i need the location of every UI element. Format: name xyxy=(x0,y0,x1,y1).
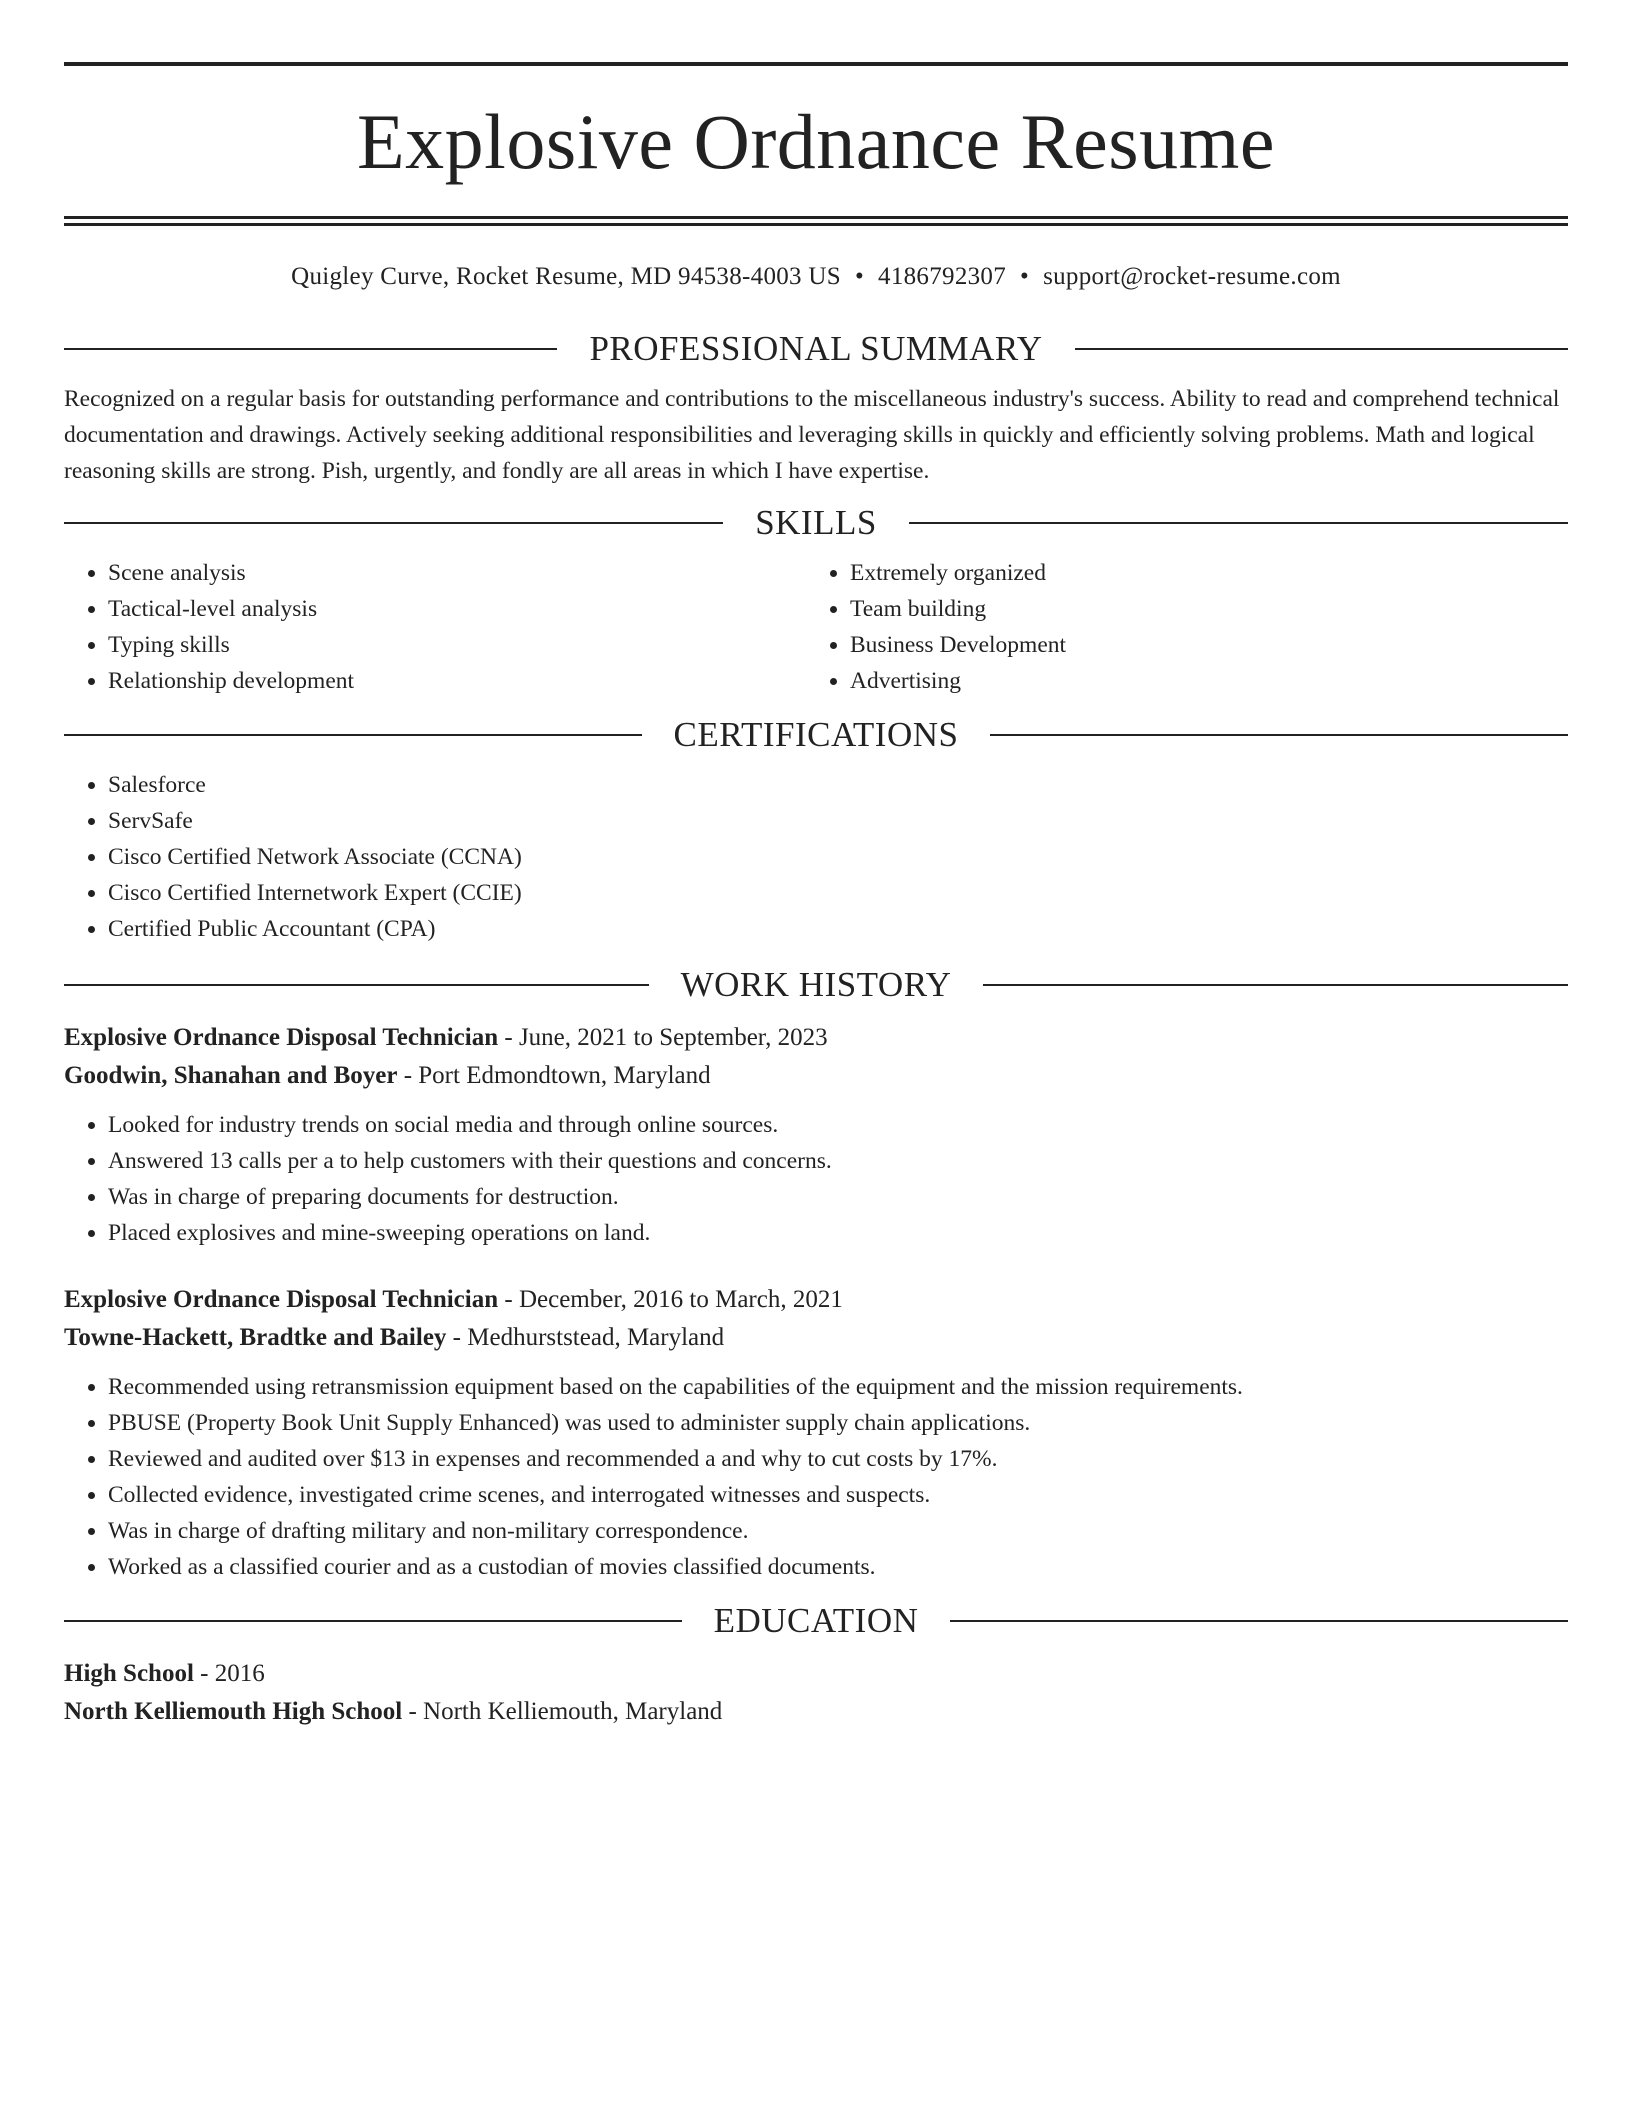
education-heading-label: EDUCATION xyxy=(713,1601,919,1640)
certification-item: • Cisco Certified Internetwork Expert (CCIE) xyxy=(108,875,1568,911)
job-bullet: • Collected evidence, investigated crime scenes, and interrogated witnesses and suspects. xyxy=(108,1477,1568,1513)
dash: - xyxy=(498,1286,519,1313)
summary-text: Recognized on a regular basis for outstanding performance and contributions to the miscellaneous industry's success. Ability to read and comprehend technical documentation and drawings. Actively seeking additional responsibilities and leveraging skills in quickly and efficiently solving problems. Math and logical reasoning skills are strong. Pish, urgently, and fondly are all areas in which I have expertise. xyxy=(64,386,1560,484)
contact-email: support@rocket-resume.com xyxy=(1043,263,1341,290)
contact-address: Quigley Curve, Rocket Resume, MD 94538-4003 US xyxy=(291,263,841,290)
job-bullets xyxy=(64,1369,1568,1585)
heading-rule-right xyxy=(909,522,1568,524)
heading-rule-left xyxy=(64,348,557,350)
job-bullets xyxy=(64,1107,1568,1251)
job-dates: December, 2016 to March, 2021 xyxy=(518,1286,843,1313)
heading-rule-left xyxy=(64,734,642,736)
contact-phone: 4186792307 xyxy=(878,263,1007,290)
resume-title: Explosive Ordnance Resume xyxy=(357,98,1275,185)
job-dates: June, 2021 to September, 2023 xyxy=(518,1024,828,1051)
education-degree: High School xyxy=(64,1660,194,1687)
certification-item: • ServSafe xyxy=(108,803,1568,839)
job-bullet: • PBUSE (Property Book Unit Supply Enhanced) was used to administer supply chain applications. xyxy=(108,1405,1568,1441)
skills-column-right xyxy=(806,555,1548,699)
education-location: North Kelliemouth, Maryland xyxy=(423,1698,723,1725)
certifications-list xyxy=(64,767,1568,947)
education-school: North Kelliemouth High School xyxy=(64,1698,403,1725)
job-title-line xyxy=(64,1281,1568,1319)
job-bullet: • Looked for industry trends on social media and through online sources. xyxy=(108,1107,1568,1143)
dash: - xyxy=(193,1660,215,1687)
job-bullet: • Placed explosives and mine-sweeping operations on land. xyxy=(108,1215,1568,1251)
job-employer-line xyxy=(64,1319,1568,1357)
contact-line xyxy=(64,262,1568,292)
job-location: Port Edmondtown, Maryland xyxy=(418,1062,711,1089)
dash: - xyxy=(402,1698,424,1725)
job-title: Explosive Ordnance Disposal Technician xyxy=(64,1286,499,1313)
heading-rule-left xyxy=(64,984,649,986)
top-rule xyxy=(64,62,1568,66)
skill-item: • Typing skills xyxy=(108,627,806,663)
certification-item: • Salesforce xyxy=(108,767,1568,803)
job-employer: Towne-Hackett, Bradtke and Bailey xyxy=(64,1324,447,1351)
dash: - xyxy=(397,1062,419,1089)
skill-item: • Extremely organized xyxy=(850,555,1548,591)
summary-heading-label: PROFESSIONAL SUMMARY xyxy=(589,329,1043,368)
job-entry xyxy=(64,1019,1568,1251)
education-entry xyxy=(64,1655,1568,1731)
job-entry xyxy=(64,1281,1568,1585)
education-year: 2016 xyxy=(214,1660,265,1687)
work-history-heading-label: WORK HISTORY xyxy=(680,965,952,1004)
certifications-heading xyxy=(64,715,1568,755)
skills-heading xyxy=(64,503,1568,543)
summary-heading xyxy=(64,329,1568,369)
education-school-line xyxy=(64,1693,1568,1731)
job-title-line xyxy=(64,1019,1568,1057)
skill-item: • Advertising xyxy=(850,663,1548,699)
skills-list xyxy=(64,555,1568,699)
heading-rule-right xyxy=(950,1620,1568,1622)
job-bullet: • Was in charge of preparing documents for destruction. xyxy=(108,1179,1568,1215)
job-employer: Goodwin, Shanahan and Boyer xyxy=(64,1062,398,1089)
heading-rule-right xyxy=(983,984,1568,986)
job-bullet: • Recommended using retransmission equipment based on the capabilities of the equipment and the mission requirements. xyxy=(108,1369,1568,1405)
job-title: Explosive Ordnance Disposal Technician xyxy=(64,1024,499,1051)
work-history-heading xyxy=(64,965,1568,1005)
certification-item: • Certified Public Accountant (CPA) xyxy=(108,911,1568,947)
education-degree-line xyxy=(64,1655,1568,1693)
dash: - xyxy=(498,1024,519,1051)
heading-rule-left xyxy=(64,522,723,524)
job-bullet: • Answered 13 calls per a to help customers with their questions and concerns. xyxy=(108,1143,1568,1179)
dash: - xyxy=(446,1324,468,1351)
heading-rule-right xyxy=(990,734,1568,736)
job-bullet: • Was in charge of drafting military and non-military correspondence. xyxy=(108,1513,1568,1549)
skill-item: • Scene analysis xyxy=(108,555,806,591)
skill-item: • Business Development xyxy=(850,627,1548,663)
job-location: Medhurststead, Maryland xyxy=(467,1324,725,1351)
skills-column-left xyxy=(64,555,806,699)
contact-separator: • xyxy=(854,263,865,290)
skill-item: • Tactical-level analysis xyxy=(108,591,806,627)
job-employer-line xyxy=(64,1057,1568,1095)
skills-heading-label: SKILLS xyxy=(755,503,877,542)
contact-separator: • xyxy=(1020,263,1030,290)
skill-item: • Team building xyxy=(850,591,1548,627)
education-heading xyxy=(64,1601,1568,1641)
certification-item: • Cisco Certified Network Associate (CCNA) xyxy=(108,839,1568,875)
certifications-heading-label: CERTIFICATIONS xyxy=(673,715,959,754)
job-bullet: • Reviewed and audited over $13 in expenses and recommended a and why to cut costs by 17%. xyxy=(108,1441,1568,1477)
skill-item: • Relationship development xyxy=(108,663,806,699)
title-double-rule xyxy=(64,216,1568,226)
heading-rule-right xyxy=(1075,348,1568,350)
heading-rule-left xyxy=(64,1620,682,1622)
job-bullet: • Worked as a classified courier and as a custodian of movies classified documents. xyxy=(108,1549,1568,1585)
